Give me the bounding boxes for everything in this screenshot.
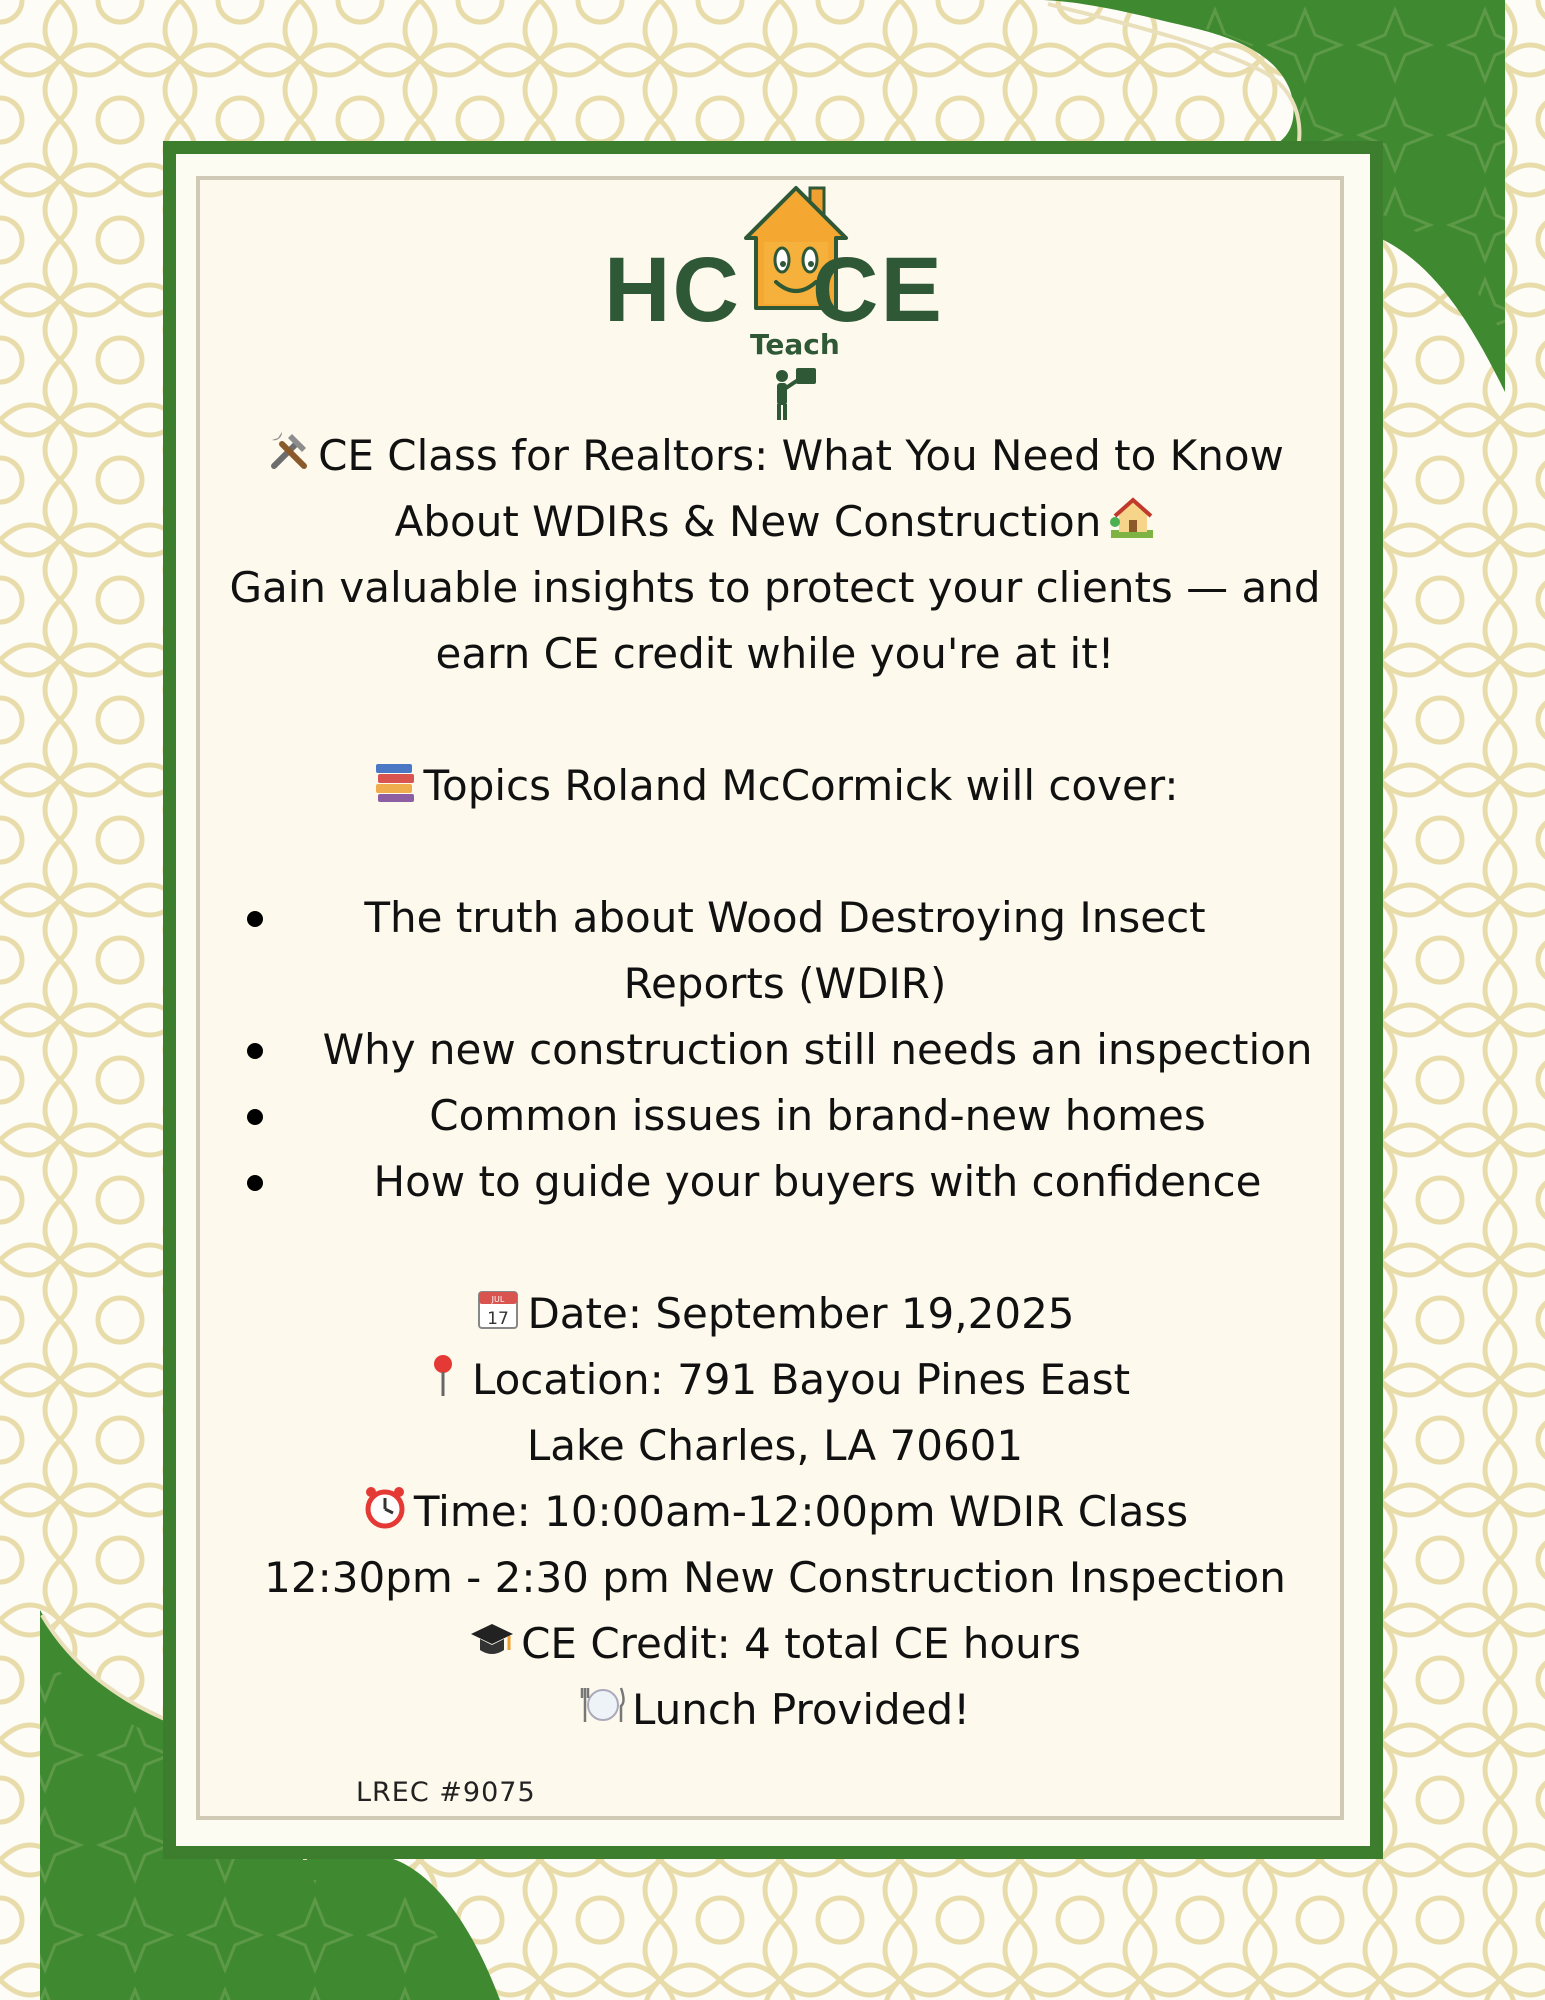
list-item bbox=[210, 1149, 1340, 1215]
topics-heading-text: Topics Roland McCormick will cover: bbox=[423, 761, 1179, 810]
logo-right-text: CE bbox=[812, 239, 944, 341]
flyer-content bbox=[210, 423, 1340, 1743]
logo-left-text: HC bbox=[604, 239, 741, 341]
bullet-dot bbox=[247, 1109, 263, 1125]
topic-text: Common issues in brand-new homes bbox=[429, 1091, 1206, 1140]
bullet-dot bbox=[247, 911, 263, 927]
time-text-1: Time: 10:00am-12:00pm WDIR Class bbox=[413, 1487, 1189, 1536]
location-line-1 bbox=[210, 1347, 1340, 1413]
logo-sub-text: Teach bbox=[750, 328, 840, 361]
fork-knife-plate-icon bbox=[580, 1682, 626, 1728]
alarm-clock-icon bbox=[362, 1484, 408, 1530]
location-text-1: Location: 791 Bayou Pines East bbox=[471, 1355, 1131, 1404]
bullet-dot bbox=[247, 1175, 263, 1191]
pushpin-icon bbox=[420, 1352, 466, 1398]
topic-text: How to guide your buyers with confidence bbox=[373, 1157, 1262, 1206]
graduation-cap-icon bbox=[469, 1616, 515, 1662]
house-with-garden-icon bbox=[1109, 494, 1155, 540]
lunch-line bbox=[210, 1677, 1340, 1743]
credit-text: CE Credit: 4 total CE hours bbox=[521, 1619, 1081, 1668]
license-number: LREC #9075 bbox=[356, 1777, 536, 1808]
hcce-teach-logo bbox=[590, 184, 970, 424]
time-line-2: 12:30pm - 2:30 pm New Construction Inspection bbox=[264, 1553, 1286, 1602]
topics-list bbox=[210, 885, 1340, 1215]
calendar-day: 17 bbox=[487, 1309, 510, 1329]
tools-icon bbox=[266, 428, 312, 474]
books-icon bbox=[372, 758, 418, 804]
date-line bbox=[210, 1281, 1340, 1347]
calendar-month: JUL bbox=[492, 1295, 505, 1304]
topics-heading bbox=[210, 753, 1340, 819]
calendar-icon bbox=[475, 1286, 521, 1332]
credit-line bbox=[210, 1611, 1340, 1677]
bullet-dot bbox=[247, 1043, 263, 1059]
list-item bbox=[210, 1083, 1340, 1149]
location-line-2: Lake Charles, LA 70601 bbox=[526, 1421, 1024, 1470]
subheadline-line-1: Gain valuable insights to protect your clients — and bbox=[229, 563, 1321, 612]
list-item bbox=[210, 885, 1340, 1017]
subheadline-line-2: earn CE credit while you're at it! bbox=[435, 629, 1115, 678]
lunch-text: Lunch Provided! bbox=[631, 1685, 971, 1734]
list-item bbox=[210, 1017, 1340, 1083]
time-line-1 bbox=[210, 1479, 1340, 1545]
headline-line-1 bbox=[210, 423, 1340, 489]
date-text: Date: September 19,2025 bbox=[527, 1289, 1075, 1338]
topic-text: Why new construction still needs an inspection bbox=[322, 1025, 1313, 1074]
topic-text: The truth about Wood Destroying Insect Reports (WDIR) bbox=[364, 893, 1206, 1008]
headline-line-2 bbox=[210, 489, 1340, 555]
headline-text-1: CE Class for Realtors: What You Need to Know bbox=[318, 431, 1284, 480]
headline-text-2: About WDIRs & New Construction bbox=[394, 497, 1102, 546]
teacher-at-board-icon bbox=[768, 366, 818, 422]
